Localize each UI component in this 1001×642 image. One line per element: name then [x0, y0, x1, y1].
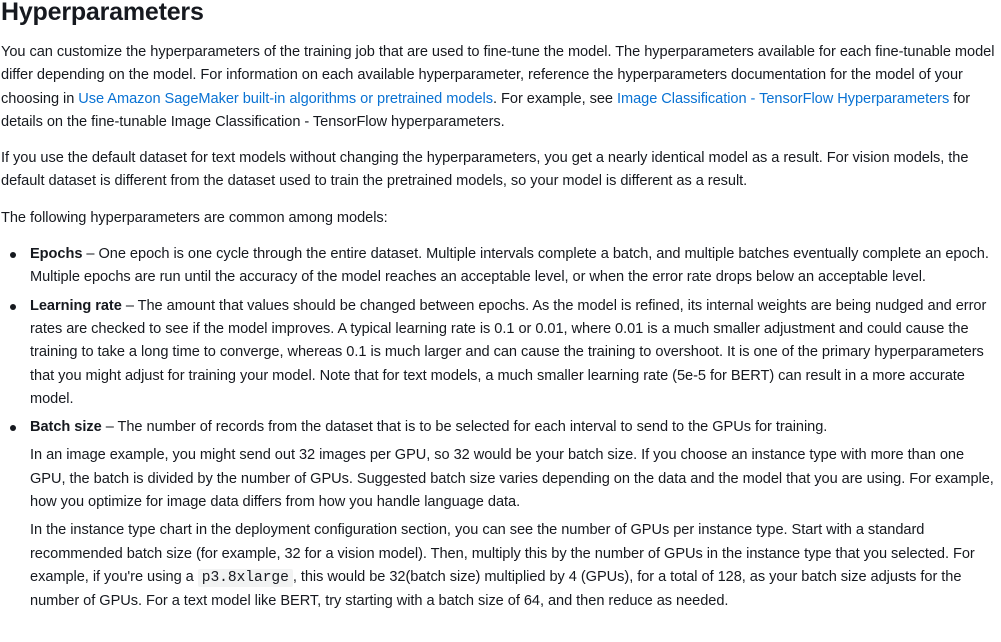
batch-size-paragraph-1: In an image example, you might send out 32 images per GPU, so 32 would be your batch size. If you choose an instance type with more than one GPU, the batch is divided by the number of GPUs. Suggested batch size varies depending on the data and the model that you are using. For example, how you optimize for image data differs from how you handle language data. — [30, 447, 994, 511]
builtin-algorithms-link[interactable]: Use Amazon SageMaker built-in algorithms or pretrained models — [78, 90, 493, 107]
page-title: Hyperparameters — [1, 0, 204, 26]
hyperparameter-list — [1, 243, 1001, 613]
bullet-icon — [10, 252, 16, 258]
intro-text-2: . For example, see — [493, 90, 617, 107]
common-intro-paragraph: The following hyperparameters are common among models: — [1, 209, 388, 226]
intro-text-3: for details on the fine-tunable Image Classification - TensorFlow hyperparameters. — [1, 90, 971, 130]
batch-size-term: Batch size — [30, 419, 102, 436]
list-item-learning-rate — [1, 295, 1001, 411]
epochs-desc: – One epoch is one cycle through the entire dataset. Multiple intervals complete a batch, and multiple batches eventually complete an epoch. Multiple epochs are run until the accuracy of the model reaches an acceptable level, or when the error rate drops below an acceptable level. — [30, 246, 989, 286]
bullet-icon — [10, 304, 16, 310]
learning-rate-desc: – The amount that values should be changed between epochs. As the model is refined, its internal weights are being nudged and error rates are checked to see if the model improves. A typical learning rate is 0.1 or 0.01, where 0.01 is a much smaller adjustment and could cause the training to take a long time to converge, whereas 0.1 is much larger and can cause the training to overshoot. It is one of the primary hyperparameters that you might adjust for training your model. Note that for text models, a much smaller learning rate (5e-5 for BERT) can result in a more accurate model. — [30, 297, 987, 407]
default-dataset-paragraph: If you use the default dataset for text models without changing the hyperparameters, you get a nearly identical model as a result. For vision models, the default dataset is different from the dataset used to train the pretrained models, so your model is different as a result. — [1, 150, 969, 190]
intro-paragraph — [1, 41, 1001, 134]
instance-type-code: p3.8xlarge — [198, 569, 293, 587]
batch-size-para2-text-a: In the instance type chart in the deployment configuration section, you can see the number of GPUs per instance type. Start with a standard recommended batch size (for example, 32 for a vision model). Then, multiply this by the number of GPUs in the instance type that you selected. For example, if you're using a — [30, 522, 975, 585]
list-item-batch-size — [1, 416, 1001, 613]
batch-size-para2-text-b: , this would be 32(batch size) multiplied by 4 (GPUs), for a total of 128, as your batch size adjusts for the number of GPUs. For a text model like BERT, try starting with a batch size of 64, and then reduce as needed. — [30, 568, 962, 610]
bullet-icon — [10, 425, 16, 431]
image-classification-hyperparameters-link[interactable]: Image Classification - TensorFlow Hyperparameters — [616, 90, 950, 107]
batch-size-desc: – The number of records from the dataset that is to be selected for each interval to send to the GPUs for training. — [101, 419, 828, 436]
list-item-epochs — [1, 243, 1001, 290]
epochs-term: Epochs — [30, 246, 83, 263]
batch-size-paragraph-2 — [30, 519, 1001, 613]
learning-rate-term: Learning rate — [30, 297, 122, 314]
intro-text-1: You can customize the hyperparameters of the training job that are used to fine-tune the model. The hyperparameters available for each fine-tunable model differ depending on the model. For information on each available hyperparameter, reference the hyperparameters documentation for the model of your choosing in — [1, 44, 995, 107]
